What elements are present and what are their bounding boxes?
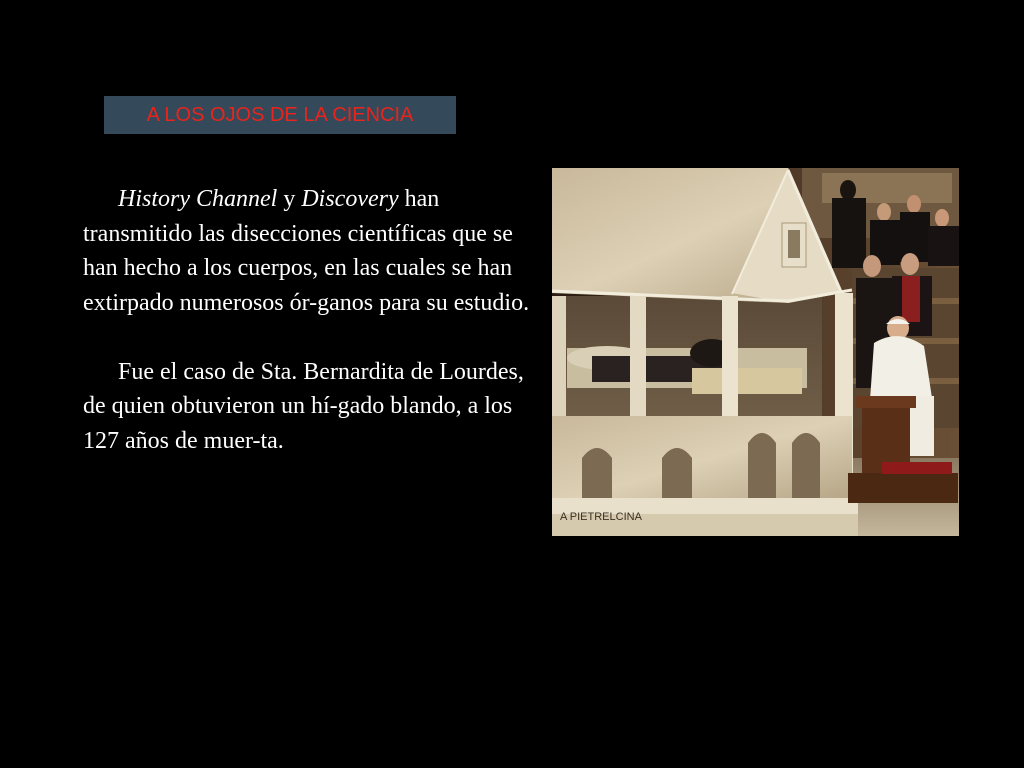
paragraph-2-text: Fue el caso de Sta. Bernardita de Lourdes, de quien obtuvieron un hí-gado blando, a los 127 años de muer-ta. [83, 358, 524, 454]
slide-title: A LOS OJOS DE LA CIENCIA [146, 103, 414, 126]
photo-inscription: A PIETRELCINA [560, 511, 642, 523]
photo-glass-reliquary-with-pope [552, 168, 959, 536]
body-text [83, 182, 533, 458]
paragraph-2 [83, 355, 533, 459]
discovery-text: Discovery [301, 186, 399, 212]
title-banner [104, 96, 456, 134]
paragraph-1-rest: han transmitido las disecciones científicas que se han hecho a los cuerpos, en las cuales se han extirpado numerosos ór-ganos para su estudio. [83, 186, 530, 316]
paragraph-1-connector: y [277, 186, 302, 212]
paragraph-1 [83, 182, 533, 320]
history-channel-text: History Channel [118, 186, 278, 212]
